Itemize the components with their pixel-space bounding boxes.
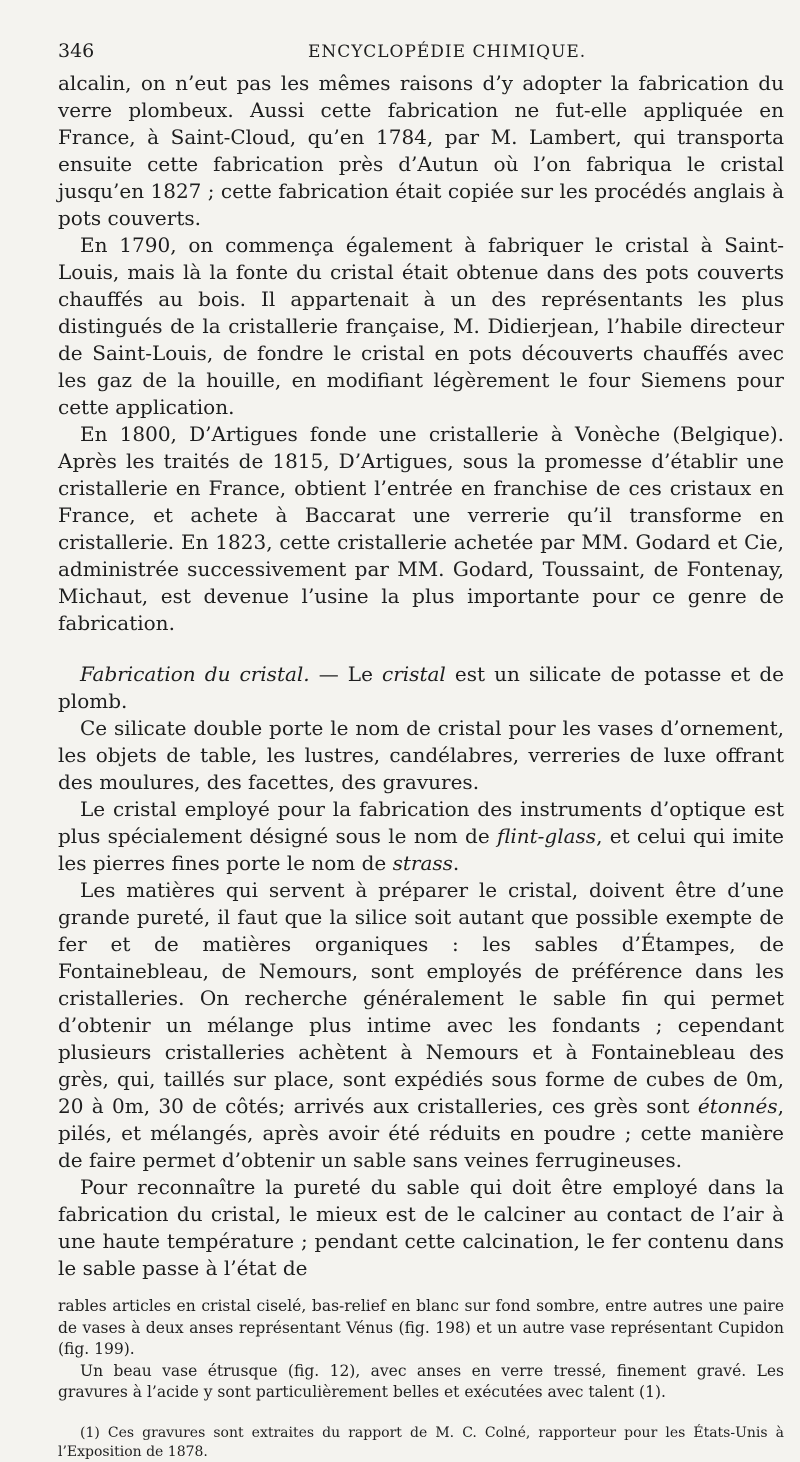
paragraph: alcalin, on n’eut pas les mêmes raisons d’y adopter la fabrication du verre plombeux. Aussi cette fabrication ne fut-elle appliquée en France, à Saint-Cloud, qu’en 1784, par M. Lambert, qui transporta ensuite cette fabrication près d’Autun où l’on fabriqua le cristal jusqu’en 1827 ; cette fabrication était copiée sur les procédés anglais à pots couverts. — [58, 71, 784, 230]
text-run: est un silicate de potasse et de plomb. — [58, 662, 784, 713]
text-run: . — [452, 851, 460, 875]
paragraph: En 1790, on commença également à fabriquer le cristal à Saint-Louis, mais là la fonte du cristal était obtenue dans des pots couverts chauffés au bois. Il appartenait à un des représentants les plus distingués de la cristallerie française, M. Didierjean, l’habile directeur de Saint-Louis, de fondre le cristal en pots découverts chauffés avec les gaz de la houille, en modifiant légèrement le four Siemens pour cette application. — [58, 233, 784, 419]
text-run: Les matières qui servent à préparer le cristal, doivent être d’une grande pureté, il faut que la silice soit autant que possible exempte de fer et de matières organiques : les sables d’Étampes, de Fontainebleau, de Nemours, sont employés de préférence dans les cristalleries. On recherche généralement le sable fin qui permet d’obtenir un mélange plus intime avec les fondants ; cependant plusieurs cristalleries achètent à Nemours et à Fontainebleau des grès, qui, taillés sur place, sont expédiés sous forme de cubes de 0m, 20 à 0m, 30 de côtés; arrivés aux cristalleries, ces grès sont — [58, 878, 784, 1118]
page-header — [58, 40, 784, 70]
paragraph — [58, 877, 784, 1174]
continued-note — [58, 1296, 784, 1404]
defined-term: étonnés — [697, 1094, 778, 1118]
paragraph: Ce silicate double porte le nom de cristal pour les vases d’ornement, les objets de table, les lustres, candélabres, verreries de luxe offrant des moulures, des facettes, des gravures. — [58, 716, 784, 794]
text-run: — Le — [309, 662, 383, 686]
footnote — [58, 1424, 784, 1462]
defined-term: cristal — [382, 662, 446, 686]
paragraph — [58, 796, 784, 877]
note-paragraph: rables articles en cristal ciselé, bas-relief en blanc sur fond sombre, entre autres une paire de vases à deux anses représentant Vénus (fig. 198) et un autre vase représentant Cupidon (fig. 199). — [58, 1297, 784, 1358]
note-paragraph: Un beau vase étrusque (fig. 12), avec anses en verre tressé, finement gravé. Les gravures à l’acide y sont particulièrement belles et exécutées avec talent (1). — [58, 1361, 784, 1401]
text-run: Le cristal employé pour la fabrication des instruments d’optique est plus spécialement désigné sous le nom de — [58, 797, 784, 848]
text-run: , pilés, et mélangés, après avoir été réduits en poudre ; cette manière de faire permet d’obtenir un sable sans veines ferrugineuses. — [58, 1094, 784, 1172]
section-paragraph — [58, 661, 784, 715]
running-title: ENCYCLOPÉDIE CHIMIQUE. — [308, 42, 587, 62]
book-page — [58, 40, 784, 1462]
paragraph: En 1800, D’Artigues fonde une cristallerie à Vonèche (Belgique). Après les traités de 1815, D’Artigues, sous la promesse d’établir une cristallerie en France, obtient l’entrée en franchise de ces cristaux en France, et achete à Baccarat une verrerie qu’il transforme en cristallerie. En 1823, cette cristallerie achetée par MM. Godard et Cie, administrée successivement par MM. Godard, Toussaint, de Fontenay, Michaut, est devenue l’usine la plus importante pour ce genre de fabrication. — [58, 422, 784, 635]
defined-term: strass — [392, 851, 453, 875]
footnote-text: (1) Ces gravures sont extraites du rapport de M. C. Colné, rapporteur pour les États-Unis à l’Exposition de 1878. — [58, 1424, 784, 1460]
text-run: , et celui qui imite les pierres fines porte le nom de — [58, 824, 784, 875]
paragraph: Pour reconnaître la pureté du sable qui doit être employé dans la fabrication du cristal, le mieux est de le calciner au contact de l’air à une haute température ; pendant cette calcination, le fer contenu dans le sable passe à l’état de — [58, 1175, 784, 1280]
section-heading: Fabrication du cristal. — [80, 662, 310, 686]
page-number: 346 — [58, 40, 95, 62]
main-text — [58, 70, 784, 1282]
defined-term: flint-glass — [497, 824, 597, 848]
